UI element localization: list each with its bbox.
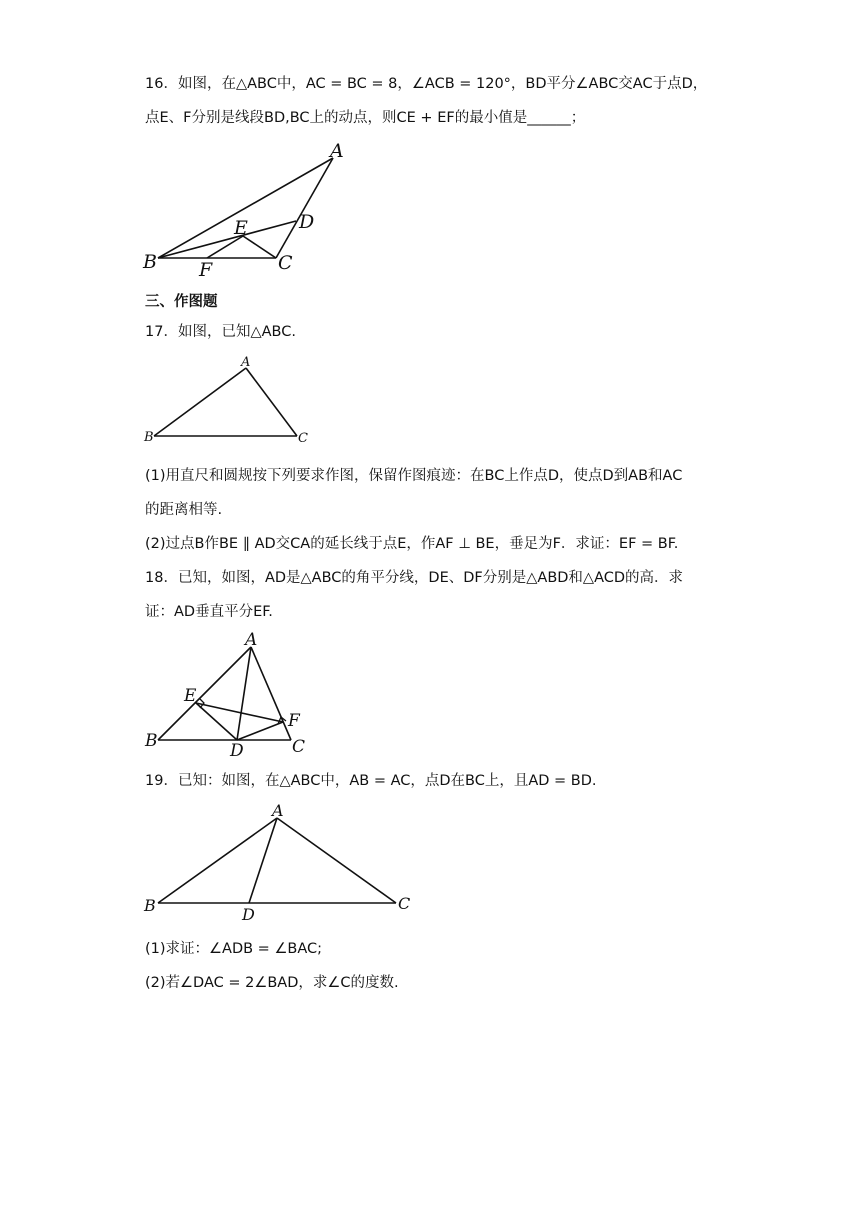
q16-label-c: C: [278, 252, 293, 274]
q16-label-e: E: [234, 217, 248, 239]
q19-part2: (2)若∠DAC = 2∠BAD，求∠C的度数.: [145, 975, 399, 991]
q19-label-d: D: [242, 905, 255, 924]
q18-text-line1: 18．已知，如图，AD是△ABC的角平分线，DE、DF分别是△ABD和△ACD的高．求: [145, 570, 684, 586]
q18-text-line2: 证：AD垂直平分EF.: [145, 604, 273, 620]
q19-segment-ad: [249, 818, 277, 903]
q17-label-b: B: [144, 430, 154, 445]
q19-text-line1: 19．已知：如图，在△ABC中，AB = AC，点D在BC上，且AD = BD.: [145, 773, 597, 789]
q18-label-f: F: [288, 711, 300, 731]
q16-label-b: B: [143, 251, 157, 273]
q17-text-line1: 17．如图，已知△ABC.: [145, 324, 296, 340]
q16-label-d: D: [299, 211, 315, 233]
q18-label-d: D: [230, 741, 244, 761]
q19-segment-ac: [277, 818, 396, 903]
q17-label-c: C: [298, 431, 308, 446]
q19-label-b: B: [144, 896, 156, 915]
q19-label-c: C: [398, 894, 411, 913]
q16-label-a: A: [330, 140, 344, 162]
q18-label-b: B: [145, 731, 158, 751]
section-title: 三、作图题: [145, 294, 218, 310]
q17-part2: (2)过点B作BE ∥ AD交CA的延长线于点E，作AF ⊥ BE，垂足为F．求证：EF = BF.: [145, 536, 679, 552]
q18-label-c: C: [292, 737, 306, 757]
q17-label-a: A: [241, 355, 251, 370]
q16-text-line2: 点E、F分别是线段BD,BC上的动点，则CE + EF的最小值是______；: [145, 110, 586, 126]
q18-label-e: E: [184, 686, 197, 706]
q17-part1-line2: 的距离相等.: [145, 502, 223, 518]
q19-segment-ba: [158, 818, 277, 903]
q16-text-line1: 16．如图，在△ABC中，AC = BC = 8，∠ACB = 120°，BD平分∠ABC交AC于点D，: [145, 76, 708, 92]
q16-label-f: F: [199, 259, 213, 281]
q19-part1: (1)求证：∠ADB = ∠BAC;: [145, 941, 323, 957]
q17-part1-line1: (1)用直尺和圆规按下列要求作图，保留作图痕迹：在BC上作点D，使点D到AB和AC: [145, 468, 683, 484]
q18-label-a: A: [245, 630, 258, 650]
q19-label-a: A: [272, 801, 284, 820]
